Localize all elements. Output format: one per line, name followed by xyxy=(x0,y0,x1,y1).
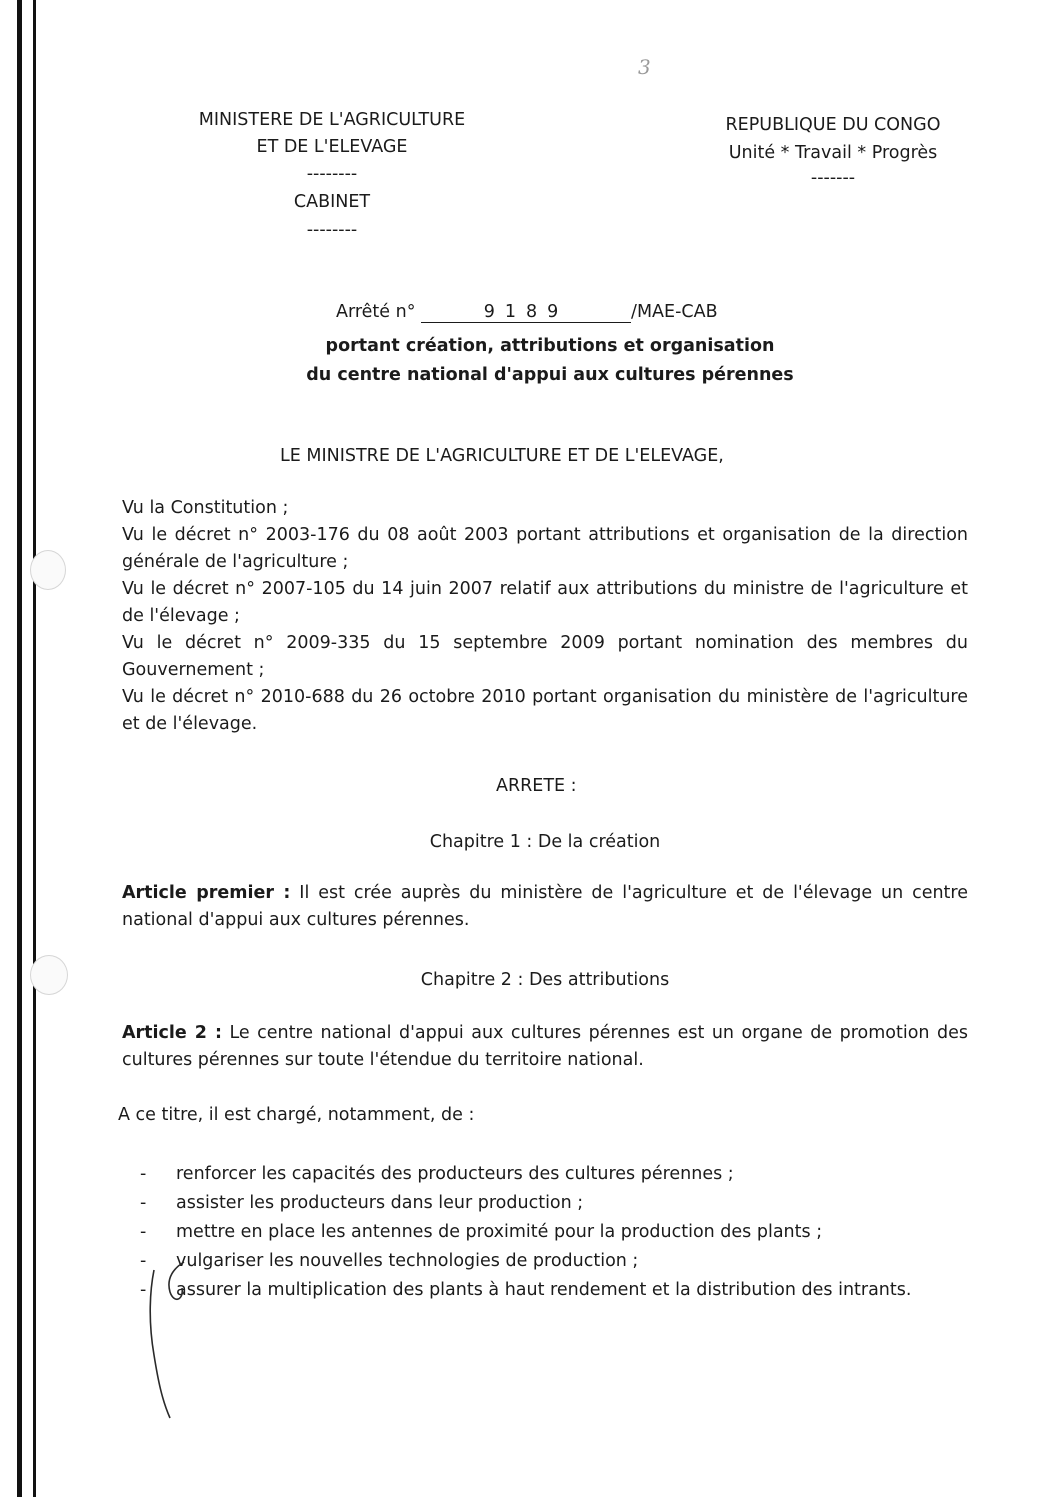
bullet-marker: - xyxy=(140,1193,147,1213)
decree-subtitle-line1: portant création, attributions et organisation xyxy=(325,336,775,356)
bullet-marker: - xyxy=(140,1280,147,1300)
list-item xyxy=(140,1218,960,1247)
punch-hole xyxy=(30,955,68,995)
header-separator: ------- xyxy=(810,168,856,188)
cabinet-label: CABINET xyxy=(293,192,371,212)
minister-heading: LE MINISTRE DE L'AGRICULTURE ET DE L'ELEVAGE, xyxy=(280,446,724,466)
article-label: Article premier : xyxy=(122,883,291,903)
list-item xyxy=(140,1189,960,1218)
visa-item: Vu la Constitution ; xyxy=(122,498,289,518)
chapter2-heading: Chapitre 2 : Des attributions xyxy=(420,970,670,990)
article-premier xyxy=(122,880,968,934)
national-motto: Unité * Travail * Progrès xyxy=(728,143,938,163)
list-item xyxy=(140,1247,960,1276)
handwritten-page-mark: 3 xyxy=(638,55,651,79)
bullet-marker: - xyxy=(140,1251,147,1271)
list-item xyxy=(140,1160,960,1189)
duty-text: assister les producteurs dans leur production ; xyxy=(176,1193,584,1213)
duty-text: mettre en place les antennes de proximité pour la production des plants ; xyxy=(176,1222,823,1242)
list-item xyxy=(140,1276,960,1305)
arrete-heading: ARRETE : xyxy=(496,776,577,796)
decree-suffix: /MAE-CAB xyxy=(631,302,718,322)
decree-number: 9189 xyxy=(421,302,631,323)
visas-block xyxy=(122,495,968,738)
duty-text: assurer la multiplication des plants à haut rendement et la distribution des intrants. xyxy=(176,1280,912,1300)
visa-item: Vu le décret n° 2009-335 du 15 septembre 2009 portant nomination des membres du Gouvernement ; xyxy=(122,633,968,680)
bullet-marker: - xyxy=(140,1164,147,1184)
visa-item: Vu le décret n° 2003-176 du 08 août 2003 portant attributions et organisation de la direction générale de l'agriculture ; xyxy=(122,525,968,572)
bullet-marker: - xyxy=(140,1222,147,1242)
visa-item: Vu le décret n° 2007-105 du 14 juin 2007 relatif aux attributions du ministre de l'agriculture et de l'élevage ; xyxy=(122,579,968,626)
header-separator: -------- xyxy=(306,220,358,240)
header-separator: -------- xyxy=(306,164,358,184)
scan-edge-line xyxy=(17,0,22,1497)
article-text: Le centre national d'appui aux cultures pérennes est un organe de promotion des cultures pérennes sur toute l'étendue du territoire national. xyxy=(122,1023,968,1070)
handwritten-paraph xyxy=(140,1260,200,1420)
decree-subtitle-line2: du centre national d'appui aux cultures pérennes xyxy=(306,365,794,385)
ministry-name-line2: ET DE L'ELEVAGE xyxy=(256,137,408,157)
article-label: Article 2 : xyxy=(122,1023,222,1043)
ministry-name-line1: MINISTERE DE L'AGRICULTURE xyxy=(198,110,466,130)
decree-number-line xyxy=(336,302,718,323)
punch-hole xyxy=(30,550,66,590)
scan-edge-line xyxy=(33,0,36,1497)
duty-text: vulgariser les nouvelles technologies de production ; xyxy=(176,1251,639,1271)
decree-prefix: Arrêté n° xyxy=(336,302,416,322)
republic-name: REPUBLIQUE DU CONGO xyxy=(725,115,941,135)
duties-list xyxy=(140,1160,960,1305)
chapter1-heading: Chapitre 1 : De la création xyxy=(429,832,661,852)
duty-text: renforcer les capacités des producteurs des cultures pérennes ; xyxy=(176,1164,734,1184)
duties-intro: A ce titre, il est chargé, notamment, de : xyxy=(118,1105,475,1125)
visa-item: Vu le décret n° 2010-688 du 26 octobre 2010 portant organisation du ministère de l'agriculture et de l'élevage. xyxy=(122,687,968,734)
article-text: Il est crée auprès du ministère de l'agriculture et de l'élevage un centre national d'appui aux cultures pérennes. xyxy=(122,883,968,930)
article-2 xyxy=(122,1020,968,1074)
